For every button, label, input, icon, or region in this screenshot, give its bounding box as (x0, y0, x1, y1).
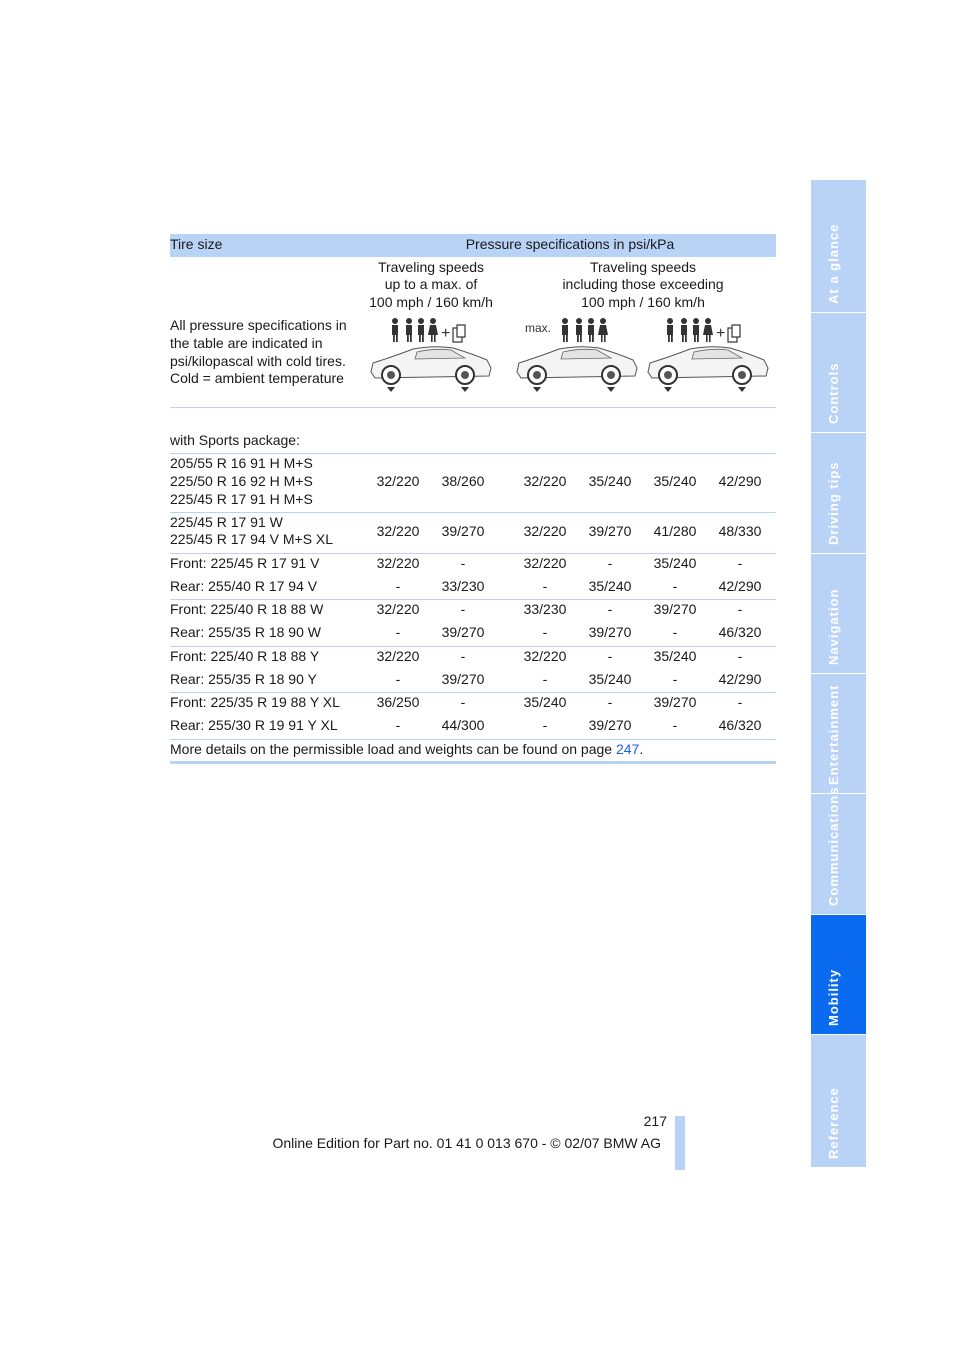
pressure-value: 39/270 (653, 694, 697, 710)
pressure-value: - (672, 624, 678, 640)
car-load-icon-max (513, 316, 641, 394)
pressure-value: - (542, 717, 548, 733)
pressure-value: - (607, 694, 613, 710)
pressure-value: 32/220 (376, 555, 420, 571)
pressure-value: 44/300 (441, 717, 485, 733)
note-line4: Cold = ambient temperature (170, 370, 344, 386)
max-label: max. (525, 321, 552, 335)
pressure-value: 35/240 (588, 671, 632, 687)
pressure-value: - (542, 578, 548, 594)
header-pressure: Pressure specifications in psi/kPa (465, 236, 675, 252)
pressure-value: 39/270 (588, 523, 632, 539)
pressure-value: - (672, 578, 678, 594)
tire-size: Front: 225/45 R 17 91 V (170, 555, 320, 571)
tab-controls[interactable] (811, 313, 866, 433)
tab-label: Reference (826, 1087, 841, 1159)
pressure-value: - (460, 694, 466, 710)
tab-label: Communications (826, 786, 841, 906)
pressure-value: 32/220 (376, 601, 420, 617)
tab-label: Navigation (826, 588, 841, 665)
col-group2-line2: including those exceeding (562, 276, 724, 292)
pressure-value: 33/230 (523, 601, 567, 617)
note-line2: the table are indicated in (170, 335, 323, 351)
tire-size: 225/45 R 17 91 W (170, 514, 283, 530)
pressure-value: 32/220 (523, 555, 567, 571)
tire-size: 225/45 R 17 91 H M+S (170, 491, 313, 507)
tab-label: Controls (826, 362, 841, 424)
tab-entertainment[interactable] (811, 674, 866, 794)
col-group1-line1: Traveling speeds (377, 259, 485, 275)
page-number: 217 (643, 1113, 667, 1129)
tab-mobility[interactable] (811, 915, 866, 1035)
pressure-value: - (460, 648, 466, 664)
pressure-value: 39/270 (588, 624, 632, 640)
pressure-value: 32/220 (376, 473, 420, 489)
pressure-value: 41/280 (653, 523, 697, 539)
header-tire-size: Tire size (170, 236, 223, 252)
pressure-value: 42/290 (718, 578, 762, 594)
edition-text: Online Edition for Part no. 01 41 0 013 670 - © 02/07 BMW AG (272, 1135, 661, 1151)
tire-size: Front: 225/40 R 18 88 W (170, 601, 324, 617)
pressure-value: - (607, 555, 613, 571)
pressure-value: 48/330 (718, 523, 762, 539)
tab-navigation[interactable] (811, 554, 866, 674)
pressure-value: - (672, 671, 678, 687)
tire-size: Rear: 255/30 R 19 91 Y XL (170, 717, 338, 733)
pressure-value: 36/250 (376, 694, 420, 710)
tab-label: Entertainment (826, 684, 841, 785)
pressure-value: 32/220 (523, 523, 567, 539)
pressure-value: - (737, 601, 743, 617)
pressure-value: 32/220 (376, 648, 420, 664)
tab-label: Mobility (826, 968, 841, 1026)
pressure-value: 35/240 (653, 473, 697, 489)
pressure-value: 35/240 (523, 694, 567, 710)
pressure-value: 39/270 (588, 717, 632, 733)
pressure-value: - (395, 578, 401, 594)
pressure-value: - (607, 648, 613, 664)
more-details-end: . (639, 741, 644, 757)
svg-text:+: + (716, 325, 726, 342)
note-line1: All pressure specifications in (170, 317, 347, 333)
tire-size: Front: 225/40 R 18 88 Y (170, 648, 320, 664)
section-label: with Sports package: (170, 432, 300, 448)
pressure-value: 35/240 (653, 555, 697, 571)
tab-driving-tips[interactable] (811, 433, 866, 554)
pressure-value: 33/230 (441, 578, 485, 594)
pressure-value: 32/220 (376, 523, 420, 539)
pressure-value: 32/220 (523, 473, 567, 489)
note-line3: psi/kilopascal with cold tires. (170, 353, 346, 369)
footer-marker (675, 1116, 685, 1170)
tire-size: Rear: 255/35 R 18 90 Y (170, 671, 317, 687)
pressure-value: - (737, 694, 743, 710)
pressure-value: - (542, 671, 548, 687)
tire-size: 225/45 R 17 94 V M+S XL (170, 531, 334, 547)
page-link[interactable]: 247 (615, 741, 640, 757)
pressure-value: - (395, 671, 401, 687)
tire-size: 225/50 R 16 92 H M+S (170, 473, 313, 489)
pressure-value: - (607, 601, 613, 617)
pressure-value: 35/240 (588, 473, 632, 489)
pressure-value: 42/290 (718, 671, 762, 687)
pressure-value: - (460, 555, 466, 571)
col-group1-line2: up to a max. of (384, 276, 478, 292)
pressure-value: - (737, 555, 743, 571)
tab-reference[interactable] (811, 1035, 866, 1168)
tab-at-a-glance[interactable] (811, 180, 866, 313)
pressure-value: 46/320 (718, 624, 762, 640)
car-load-icon-full (644, 316, 772, 394)
pressure-value: 35/240 (653, 648, 697, 664)
pressure-value: 39/270 (653, 601, 697, 617)
table-divider (170, 407, 776, 408)
car-load-icon-normal (365, 316, 497, 394)
pressure-value: 35/240 (588, 578, 632, 594)
more-details-label: More details on the permissible load and weights can be found on page (170, 741, 616, 757)
pressure-value: - (542, 624, 548, 640)
pressure-value: - (460, 601, 466, 617)
sidebar-tabs (811, 180, 866, 1168)
pressure-value: - (672, 717, 678, 733)
tire-size: Rear: 255/35 R 18 90 W (170, 624, 321, 640)
pressure-value: - (395, 624, 401, 640)
pressure-value: 38/260 (441, 473, 485, 489)
pressure-value: 46/320 (718, 717, 762, 733)
pressure-value: 42/290 (718, 473, 762, 489)
pressure-value: - (395, 717, 401, 733)
tire-size: 205/55 R 16 91 H M+S (170, 455, 313, 471)
col-group2-line1: Traveling speeds (589, 259, 697, 275)
tire-size: Front: 225/35 R 19 88 Y XL (170, 694, 340, 710)
col-group2-line3: 100 mph / 160 km/h (581, 294, 705, 310)
pressure-value: 39/270 (441, 523, 485, 539)
tab-label: At a glance (826, 223, 841, 304)
svg-text:+: + (441, 325, 451, 342)
tab-label: Driving tips (826, 461, 841, 545)
col-group1-line3: 100 mph / 160 km/h (369, 294, 493, 310)
table-bottom-rule (170, 761, 776, 764)
tire-size: Rear: 255/40 R 17 94 V (170, 578, 318, 594)
tab-communications[interactable] (811, 786, 866, 915)
more-details-text (170, 740, 643, 758)
pressure-value: 39/270 (441, 624, 485, 640)
pressure-value: 32/220 (523, 648, 567, 664)
pressure-value: - (737, 648, 743, 664)
pressure-value: 39/270 (441, 671, 485, 687)
